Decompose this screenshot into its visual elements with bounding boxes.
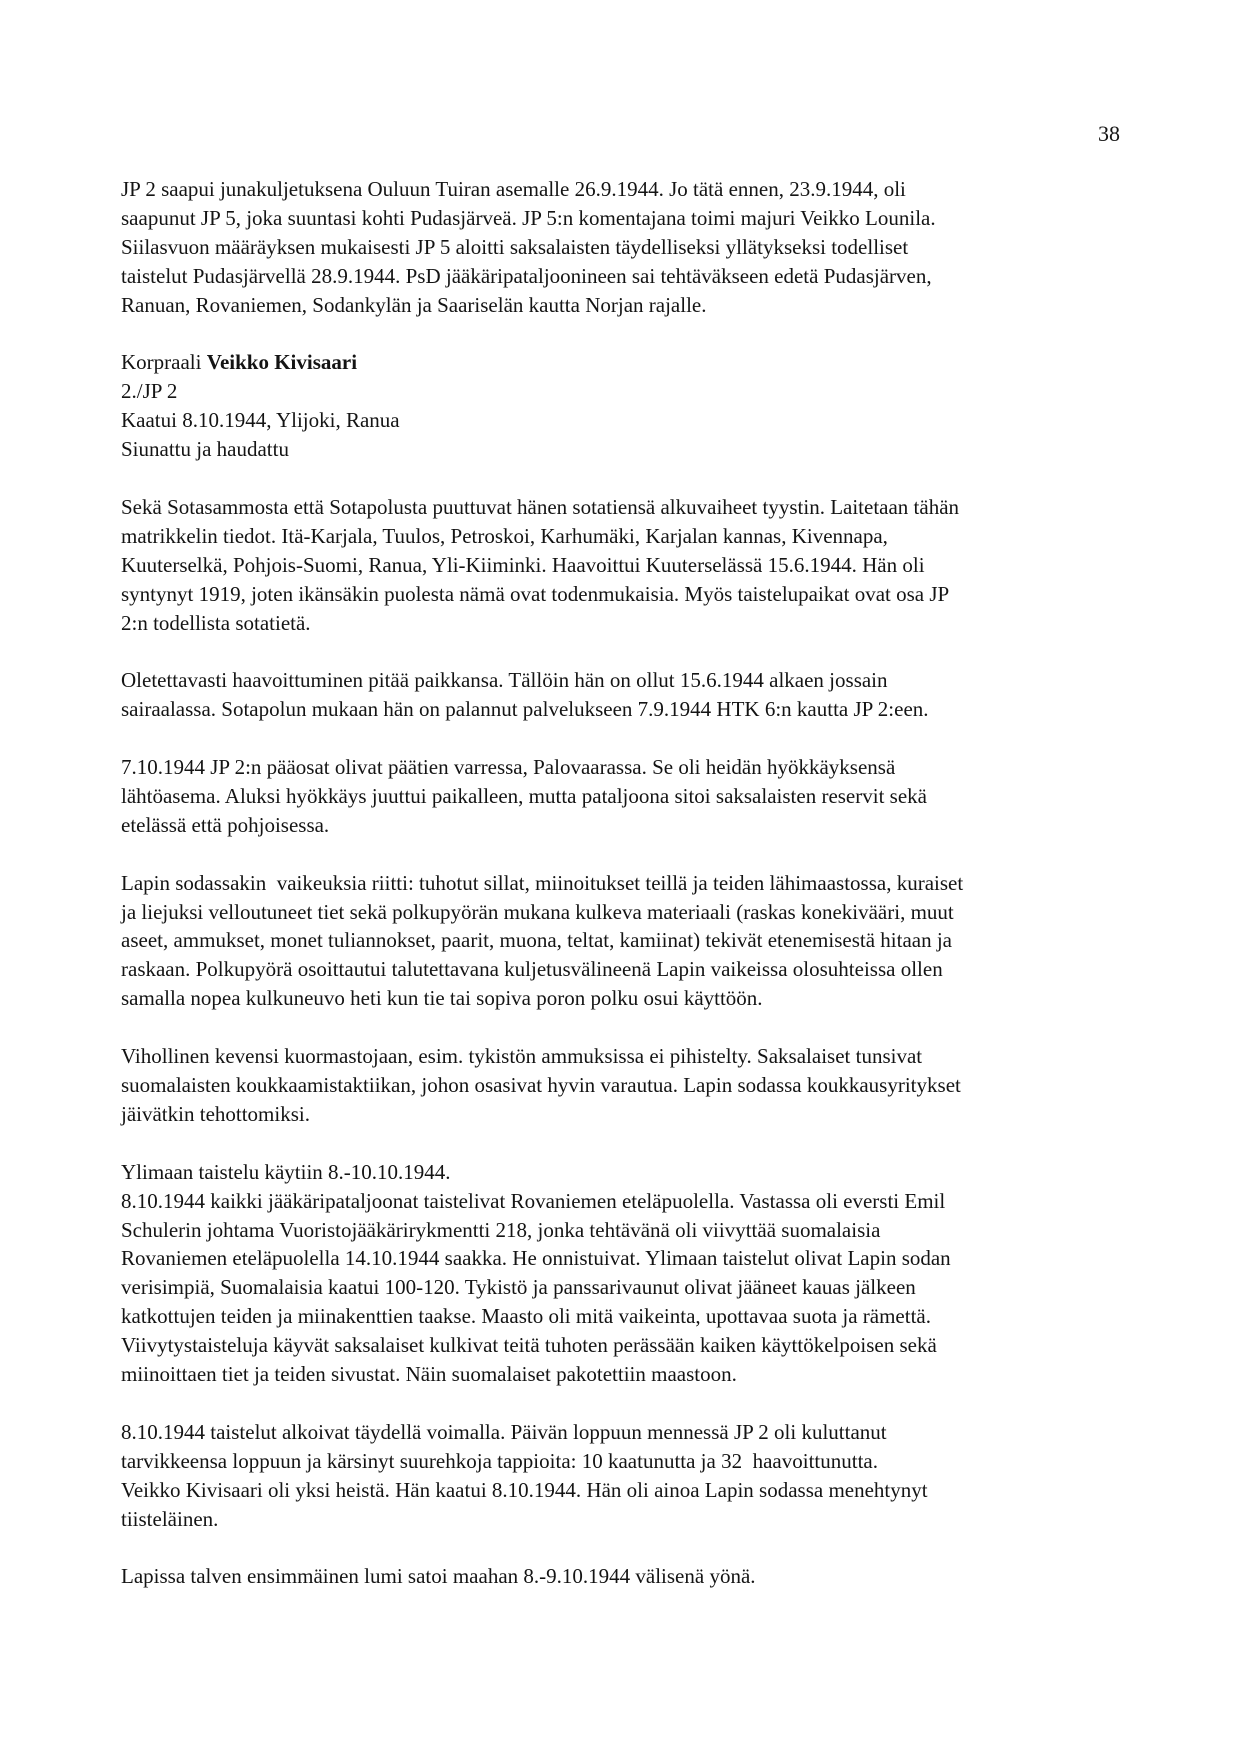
text-line: lähtöasema. Aluksi hyökkäys juuttui paikalleen, mutta pataljoona sitoi saksalaisten reservit sekä: [121, 783, 927, 808]
paragraph-8: [121, 1562, 1131, 1591]
text-line: taistelut Pudasjärvellä 28.9.1944. PsD jääkäripataljoonineen sai tehtäväkseen edetä Pudasjärven,: [121, 263, 932, 288]
text-line: Oletettavasti haavoittuminen pitää paikkansa. Tällöin hän on ollut 15.6.1944 alkaen jossain: [121, 668, 888, 693]
text-line: jäivätkin tehottomiksi.: [121, 1101, 310, 1126]
text-line: JP 2 saapui junakuljetuksena Ouluun Tuiran asemalle 26.9.1944. Jo tätä ennen, 23.9.1944, oli: [121, 177, 906, 201]
text-line: suomalaisten koukkaamistaktiikan, johon osasivat hyvin varautua. Lapin sodassa koukkausyritykset: [121, 1073, 961, 1097]
soldier-name: Veikko Kivisaari: [206, 350, 358, 375]
document-body: [121, 175, 1131, 1591]
paragraph-3: [121, 753, 1131, 840]
text-line: Sekä Sotasammosta että Sotapolusta puuttuvat hänen sotatiensä alkuvaiheet tyystin. Laitetaan tähän: [121, 494, 960, 519]
paragraph-5: [121, 1042, 1131, 1129]
text-line: 2:n todellista sotatietä.: [121, 610, 311, 635]
text-line: ja liejuksi velloutuneet tiet sekä polkupyörän mukana kulkeva materiaali (raskas konekivääri, muut: [121, 899, 954, 924]
text-line: Lapissa talven ensimmäinen lumi satoi maahan 8.-9.10.1944 välisenä yönä.: [121, 1564, 756, 1589]
text-line: samalla nopea kulkuneuvo heti kun tie tai sopiva poron polku osui käyttöön.: [121, 986, 763, 1011]
text-line: sairaalassa. Sotapolun mukaan hän on palannut palvelukseen 7.9.1944 HTK 6:n kautta JP 2:een.: [121, 697, 929, 722]
page-number: 38: [1098, 121, 1120, 146]
soldier-unit: 2./JP 2: [121, 379, 178, 404]
paragraph-4: [121, 869, 1131, 1014]
text-line: Schulerin johtama Vuoristojääkärirykmentti 218, jonka tehtävänä oli viivyttää suomalaisia: [121, 1217, 881, 1242]
text-line: aseet, ammukset, monet tuliannokset, paarit, muona, teltat, kamiinat) tekivät etenemisestä hitaan ja: [121, 928, 952, 953]
soldier-record: [121, 348, 1131, 464]
text-line: katkottujen teiden ja miinakenttien taakse. Maasto oli mitä vaikeinta, upottavaa suota ja rämettä.: [121, 1304, 931, 1329]
text-line: Kuuterselkä, Pohjois-Suomi, Ranua, Yli-Kiiminki. Haavoittui Kuuterselässä 15.6.1944. Hän oli: [121, 552, 925, 577]
soldier-fell: Kaatui 8.10.1944, Ylijoki, Ranua: [121, 408, 400, 433]
text-line: etelässä että pohjoisessa.: [121, 812, 330, 837]
text-line: Rovaniemen eteläpuolella 14.10.1944 saakka. He onnistuivat. Ylimaan taistelut olivat Lapin sodan: [121, 1246, 951, 1271]
text-line: Siilasvuon määräyksen mukaisesti JP 5 aloitti saksalaisten täydelliseksi yllätykseksi todelliset: [121, 234, 909, 259]
text-line: Vihollinen kevensi kuormastojaan, esim. tykistön ammuksissa ei pihistelty. Saksalaiset tunsivat: [121, 1044, 923, 1069]
paragraph-2: [121, 666, 1131, 724]
text-line: Viivytystaisteluja käyvät saksalaiset kulkivat teitä tuhoten perässään kaiken käyttökelpoisen sekä: [121, 1333, 937, 1358]
text-line: syntynyt 1919, joten ikänsäkin puolesta nämä ovat todenmukaisia. Myös taistelupaikat ovat osa JP: [121, 581, 950, 606]
soldier-burial: Siunattu ja haudattu: [121, 437, 289, 462]
text-line: Ranuan, Rovaniemen, Sodankylän ja Saariselän kautta Norjan rajalle.: [121, 292, 707, 317]
text-line: tiisteläinen.: [121, 1506, 219, 1531]
text-line: verisimpiä, Suomalaisia kaatui 100-120. Tykistö ja panssarivaunut olivat jääneet kauas jälkeen: [121, 1275, 916, 1300]
paragraph-7: [121, 1418, 1131, 1534]
paragraph-6: [121, 1158, 1131, 1389]
text-line: 7.10.1944 JP 2:n pääosat olivat päätien varressa, Palovaarassa. Se oli heidän hyökkäyksensä: [121, 755, 896, 780]
text-line: Ylimaan taistelu käytiin 8.-10.10.1944.: [121, 1159, 451, 1184]
text-line: 8.10.1944 kaikki jääkäripataljoonat taistelivat Rovaniemen eteläpuolella. Vastassa oli eversti Emil: [121, 1188, 946, 1213]
soldier-heading: [121, 348, 1131, 377]
soldier-rank: Korpraali: [121, 350, 207, 375]
text-line: Lapin sodassakin vaikeuksia riitti: tuhotut sillat, miinoitukset teillä ja teiden lähimaastossa, kuraiset: [121, 870, 964, 895]
intro-paragraph: [121, 175, 1131, 320]
text-line: raskaan. Polkupyörä osoittautui talutettavana kuljetusvälineenä Lapin vaikeissa olosuhteissa ollen: [121, 957, 943, 982]
text-line: saapunut JP 5, joka suuntasi kohti Pudasjärveä. JP 5:n komentajana toimi majuri Veikko Lounila.: [121, 205, 936, 230]
text-line: matrikkelin tiedot. Itä-Karjala, Tuulos, Petroskoi, Karhumäki, Karjalan kannas, Kivennapa,: [121, 523, 888, 548]
text-line: Veikko Kivisaari oli yksi heistä. Hän kaatui 8.10.1944. Hän oli ainoa Lapin sodassa menehtynyt: [121, 1477, 928, 1502]
text-line: 8.10.1944 taistelut alkoivat täydellä voimalla. Päivän loppuun mennessä JP 2 oli kuluttanut: [121, 1419, 887, 1444]
paragraph-1: [121, 493, 1131, 638]
text-line: tarvikkeensa loppuun ja kärsinyt suurehkoja tappioita: 10 kaatunutta ja 32 haavoittunutta.: [121, 1448, 878, 1473]
text-line: miinoittaen tiet ja teiden sivustat. Näin suomalaiset pakotettiin maastoon.: [121, 1362, 737, 1387]
